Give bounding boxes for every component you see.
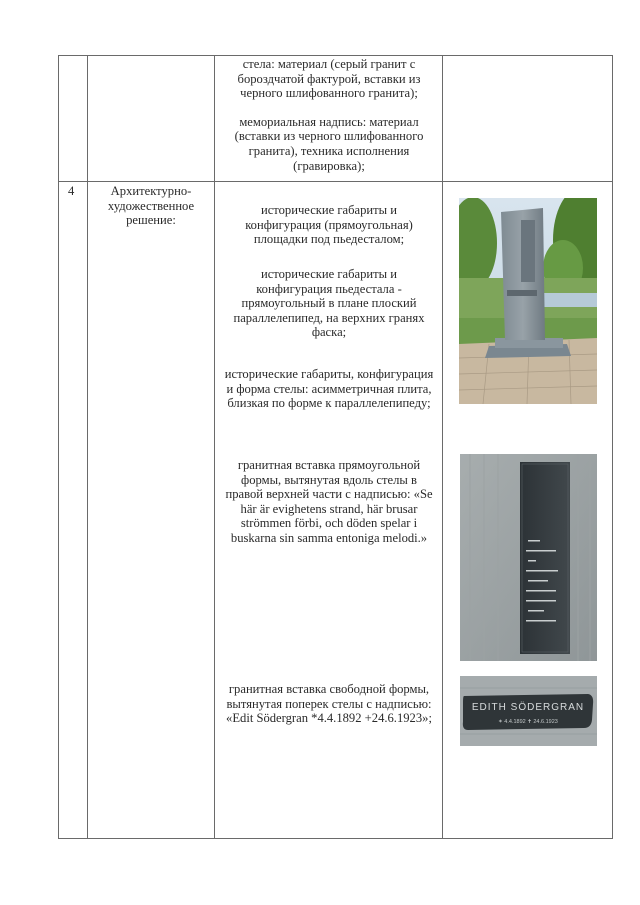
pedestal-text: исторические габариты и конфигурация пьедестала - прямоугольный в плане плоский параллелепипед, на верхних гранях фаска; (233, 267, 425, 340)
table-border-right (612, 55, 613, 838)
table-border-top (58, 55, 613, 56)
row-label: Архитектурно-художественное решение: (107, 184, 195, 228)
table-col-divider-2 (214, 55, 215, 838)
material-stele-text: стела: материал (серый гранит с бороздчатой фактурой, вставки из черного шлифованного гранита); (237, 57, 421, 101)
inscription-insert-photo (460, 454, 597, 661)
table-row-divider (58, 181, 613, 182)
stele-form-text: исторические габариты, конфигурация и форма стелы: асимметричная плита, близкая по форме к параллелепипеду; (224, 367, 434, 411)
monument-photo (459, 198, 597, 404)
table-col-divider-1 (87, 55, 88, 838)
free-insert-text: гранитная вставка свободной формы, вытянутая поперек стелы с надписью: «Edit Södergran *4.4.1892 +24.6.1923»; (226, 682, 432, 726)
material-inscription-text: мемориальная надпись: материал (вставки из черного шлифованного гранита), техника исполнения (гравировка); (234, 114, 424, 173)
plaque-dates-text: ✶ 4.4.1892 ✝ 24.6.1923 (498, 719, 558, 725)
name-plaque-photo (460, 676, 597, 746)
row1-content-cell (222, 57, 436, 173)
table-col-divider-3 (442, 55, 443, 838)
table-border-left (58, 55, 59, 838)
rect-insert-text: гранитная вставка прямоугольной формы, вытянутая вдоль стелы в правой верхней части с надписью: «Se här är evighetens strand, här brusar strömmen förbi, och döden spelar i buskarna sin samma entoniga melodi.» (225, 458, 433, 545)
row-number: 4 (68, 184, 75, 198)
platform-text: исторические габариты и конфигурация (прямоугольная) площадки под пьедесталом; (245, 203, 413, 247)
plaque-name-text: EDITH SÖDERGRAN (471, 702, 585, 713)
table-border-bottom (58, 838, 613, 839)
